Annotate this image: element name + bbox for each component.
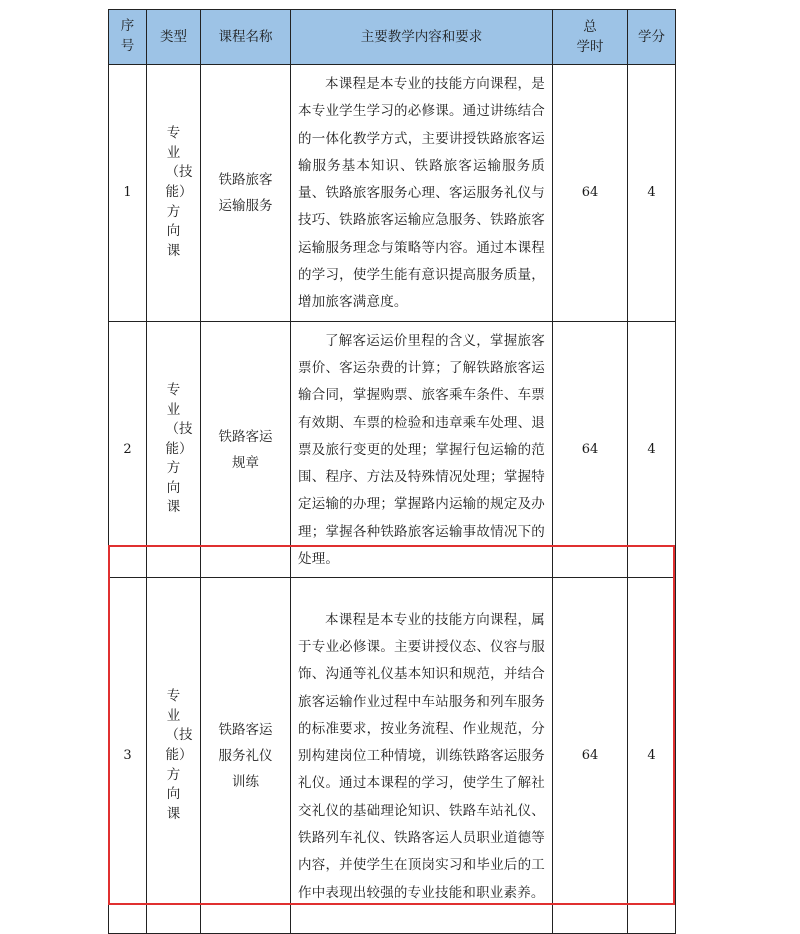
header-name: 课程名称: [201, 10, 291, 65]
course-table: [108, 9, 676, 934]
row-content: 了解客运运价里程的含义，掌握旅客票价、客运杂费的计算；了解铁路旅客运输合同，掌握购票、旅客乘车条件、车票有效期、车票的检验和违章乘车处理、退票及旅行变更的处理；掌握行包运输的范围、程序、方法及特殊情况处理；掌握特定运输的办理；掌握路内运输的规定及办理；掌握各种铁路旅客运输事故情况下的处理。: [291, 321, 553, 578]
row-type: 专业（技能）方向课: [147, 65, 201, 322]
row-index: 1: [109, 65, 147, 322]
header-index: 序 号: [109, 10, 147, 65]
row-content: 本课程是本专业的技能方向课程，是本专业学生学习的必修课。通过讲练结合的一体化教学方式，主要讲授铁路旅客运输服务基本知识、铁路旅客运输服务质量、铁路旅客服务心理、客运服务礼仪与技巧、铁路旅客运输应急服务、铁路旅客运输服务理念与策略等内容。通过本课程的学习，使学生能有意识提高服务质量，增加旅客满意度。: [291, 65, 553, 322]
row-type: 专业（技能）方向课: [147, 321, 201, 578]
header-content: 主要教学内容和要求: [291, 10, 553, 65]
header-credits: 学分: [628, 10, 676, 65]
row-hours: 64: [553, 578, 628, 934]
header-row: [109, 10, 676, 65]
row-name: 铁路旅客运输服务: [201, 65, 291, 322]
row-credits: 4: [628, 65, 676, 322]
row-index: 3: [109, 578, 147, 934]
table-row: [109, 321, 676, 578]
row-name: 铁路客运服务礼仪训练: [201, 578, 291, 934]
header-hours: 总 学时: [553, 10, 628, 65]
header-type: 类型: [147, 10, 201, 65]
row-credits: 4: [628, 321, 676, 578]
row-hours: 64: [553, 65, 628, 322]
table-row: [109, 65, 676, 322]
row-credits: 4: [628, 578, 676, 934]
table-row: [109, 578, 676, 934]
row-type: 专业（技能）方向课: [147, 578, 201, 934]
row-index: 2: [109, 321, 147, 578]
row-content: 本课程是本专业的技能方向课程，属于专业必修课。主要讲授仪态、仪容与服饰、沟通等礼仪基本知识和规范，并结合旅客运输作业过程中车站服务和列车服务的标准要求，按业务流程、作业规范，分别构建岗位工种情境，训练铁路客运服务礼仪。通过本课程的学习，使学生了解社交礼仪的基础理论知识、铁路车站礼仪、铁路列车礼仪、铁路客运人员职业道德等内容，并使学生在顶岗实习和毕业后的工作中表现出较强的专业技能和职业素养。: [291, 578, 553, 934]
row-name: 铁路客运规章: [201, 321, 291, 578]
row-hours: 64: [553, 321, 628, 578]
